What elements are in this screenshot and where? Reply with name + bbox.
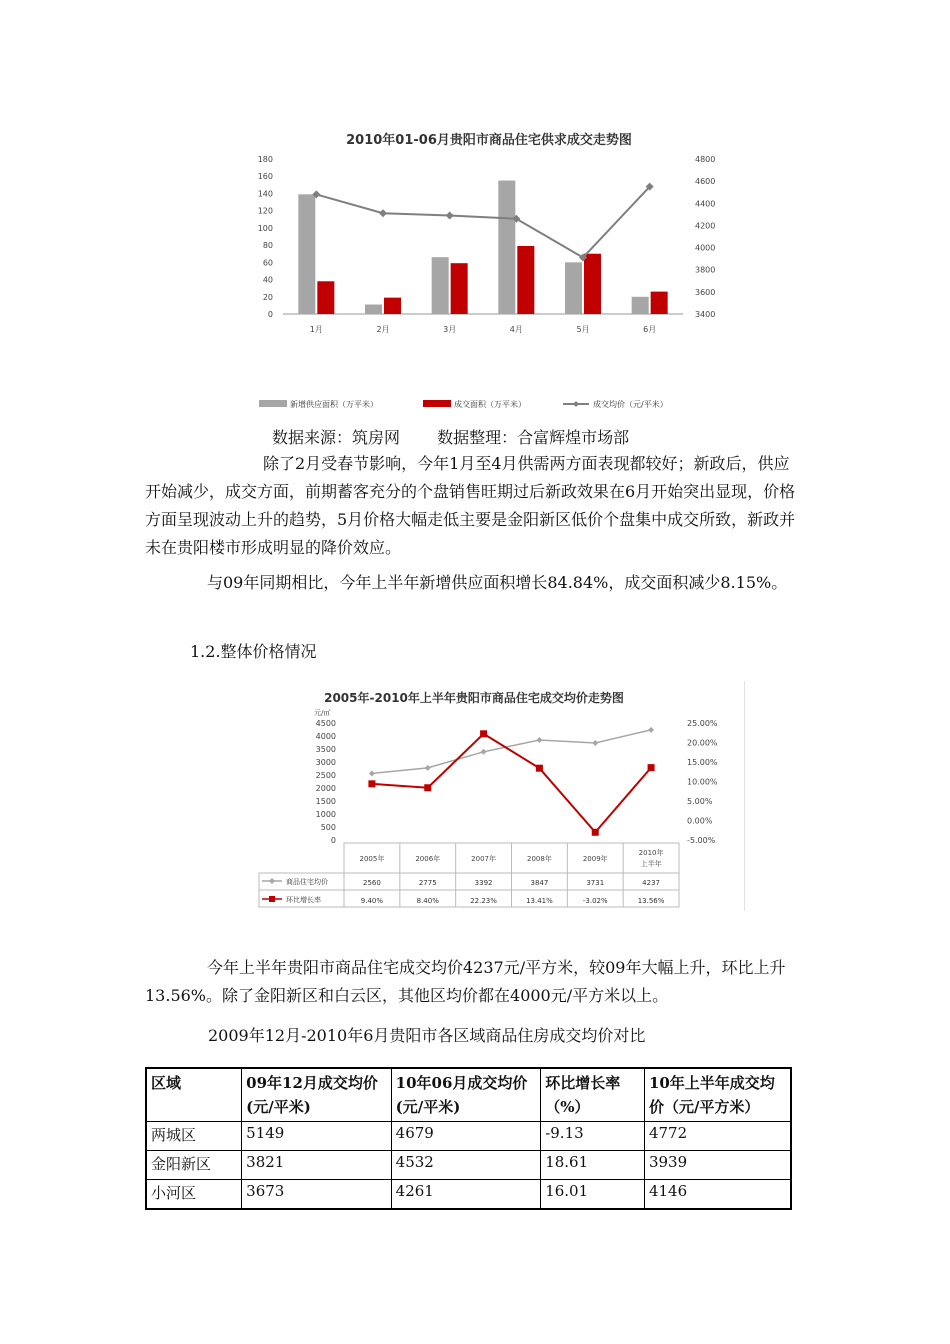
y-left-tick-label: 180 <box>257 155 273 164</box>
growth-data-label: 8.40% <box>416 897 439 905</box>
table-cell: 4772 <box>644 1122 791 1151</box>
y-left-tick-label: 100 <box>257 223 273 233</box>
y-right-tick-label: 3800 <box>695 265 716 275</box>
supply-bar <box>365 305 382 314</box>
supply-deal-chart-svg <box>233 122 745 422</box>
table-cell: 4261 <box>391 1180 541 1210</box>
y-right-tick-label: 3600 <box>695 287 716 297</box>
x-tick-label: 4月 <box>509 325 523 334</box>
y-left-tick-label: 40 <box>262 275 273 285</box>
x-tick-label: 6月 <box>643 325 657 334</box>
table-cell: 两城区 <box>146 1122 242 1151</box>
growth-point <box>648 764 655 771</box>
table-cell: 金阳新区 <box>146 1151 242 1180</box>
y-left-tick-label: 120 <box>257 206 273 216</box>
growth-point <box>536 765 543 772</box>
x-tick-label: 2007年 <box>471 855 496 863</box>
x-tick-label: 上半年 <box>640 860 662 868</box>
x-tick-label: 3月 <box>443 325 457 334</box>
supply-bar <box>498 181 515 314</box>
table-header-cell: 区域 <box>146 1068 242 1122</box>
price-data-label: 4237 <box>642 879 660 887</box>
deal-bar <box>584 254 601 314</box>
y-right-tick-label: 5.00% <box>687 797 713 806</box>
analysis-paragraph-2: 与09年同期相比，今年上半年新增供应面积增长84.84%，成交面积减少8.15%。 <box>207 573 788 592</box>
table-cell: 4679 <box>391 1122 541 1151</box>
y-right-tick-label: 25.00% <box>687 719 718 728</box>
price-data-label: 2560 <box>363 879 381 887</box>
supply-bar <box>432 257 449 314</box>
y-left-tick-label: 4500 <box>315 719 336 728</box>
price-point <box>481 749 487 755</box>
y-left-tick-label: 0 <box>267 310 273 319</box>
growth-data-label: -3.02% <box>582 897 608 905</box>
y-left-tick-label: 0 <box>330 836 336 845</box>
price-data-label: 3847 <box>530 879 549 887</box>
growth-point <box>424 784 431 791</box>
table-cell: 18.61 <box>541 1151 645 1180</box>
growth-data-label: 22.23% <box>470 897 497 905</box>
y-right-tick-label: 4000 <box>695 243 716 253</box>
growth-point <box>592 829 599 836</box>
y-left-tick-label: 140 <box>257 189 273 199</box>
table-header-row <box>146 1068 791 1122</box>
y-left-tick-label: 80 <box>262 241 273 251</box>
y-left-tick-label: 60 <box>262 258 273 268</box>
price-point <box>425 765 431 771</box>
table-header-cell: 环比增长率（%） <box>541 1068 645 1122</box>
table-cell: 4146 <box>644 1180 791 1210</box>
analysis-paragraph-1: 除了2月受春节影响，今年1月至4月供需两方面表现都较好；新政后，供应开始减少，成交方面，前期蓄客充分的个盘销售旺期过后新政效果在6月开始突出显现，价格方面呈现波动上升的趋势，5月价格大幅走低主要是金阳新区低价个盘集中成交所致，新政并未在贵阳楼市形成明显的降价效应。 <box>145 454 796 557</box>
x-tick-label: 2008年 <box>527 855 552 863</box>
table-row <box>146 1151 791 1180</box>
price-point <box>369 770 375 776</box>
table-cell: 3939 <box>644 1151 791 1180</box>
legend-label-supply: 新增供应面积（万平米） <box>290 400 378 409</box>
legend-label-price: 成交均价（元/平米） <box>593 400 668 409</box>
analysis-paragraph-3: 今年上半年贵阳市商品住宅成交均价4237元/平方米，较09年大幅上升，环比上升13.56%。除了金阳新区和白云区，其他区均价都在4000元/平方米以上。 <box>145 958 786 1005</box>
table-cell: 小河区 <box>146 1180 242 1210</box>
x-tick-label: 2006年 <box>415 855 441 863</box>
price-point <box>536 737 542 743</box>
y-left-tick-label: 20 <box>262 292 273 302</box>
row1-label: 商品住宅均价 <box>286 878 328 886</box>
growth-line <box>372 734 651 832</box>
y-right-tick-label: 4200 <box>695 221 716 231</box>
supply-bar <box>298 194 315 314</box>
table-row <box>146 1122 791 1151</box>
data-source-caption: 数据来源：筑房网 数据整理：合富辉煌市场部 <box>272 428 630 447</box>
chart-title: 2005年-2010年上半年贵阳市商品住宅成交均价走势图 <box>324 691 624 705</box>
price-point <box>648 727 654 733</box>
y-right-tick-label: 4800 <box>695 155 716 164</box>
price-data-label: 3731 <box>586 879 605 887</box>
growth-point <box>368 780 375 787</box>
y-right-tick-label: 15.00% <box>687 758 718 767</box>
growth-data-label: 13.56% <box>637 897 665 905</box>
y-left-tick-label: 3000 <box>315 758 336 767</box>
supply-deal-chart <box>233 122 745 422</box>
deal-bar <box>451 263 468 314</box>
table-cell: 16.01 <box>541 1180 645 1210</box>
row2-marker <box>269 896 275 902</box>
y-left-tick-label: 4000 <box>315 732 336 741</box>
deal-bar <box>517 246 534 314</box>
row2-label: 环比增长率 <box>286 896 321 904</box>
y-left-tick-label: 500 <box>320 823 336 832</box>
growth-point <box>480 730 487 737</box>
price-data-label: 2775 <box>418 879 437 887</box>
y-left-tick-label: 1500 <box>315 797 336 806</box>
x-tick-label: 2010年 <box>638 849 664 857</box>
y-left-tick-label: 3500 <box>315 745 336 754</box>
y-right-tick-label: 20.00% <box>687 738 718 748</box>
y-right-tick-label: 0.00% <box>687 816 713 826</box>
table-cell: 3821 <box>242 1151 392 1180</box>
y-left-tick-label: 1000 <box>315 810 336 819</box>
legend-swatch-deal <box>423 400 451 407</box>
table-cell: -9.13 <box>541 1122 645 1151</box>
supply-bar <box>565 262 582 314</box>
legend-marker-price <box>573 401 579 407</box>
price-trend-chart-svg <box>204 681 744 911</box>
table-cell: 3673 <box>242 1180 392 1210</box>
legend-swatch-supply <box>259 400 287 407</box>
y-right-tick-label: 4600 <box>695 177 716 187</box>
x-tick-label: 2月 <box>376 325 390 334</box>
price-point <box>446 211 454 219</box>
y-right-tick-label: -5.00% <box>687 836 716 845</box>
chart-title: 2010年01-06月贵阳市商品住宅供求成交走势图 <box>346 133 632 148</box>
y-left-tick-label: 2500 <box>315 771 336 780</box>
price-trend-chart <box>204 681 745 911</box>
growth-data-label: 9.40% <box>360 897 384 905</box>
deal-bar <box>317 281 334 314</box>
y-right-tick-label: 10.00% <box>687 777 718 787</box>
section-heading: 1.2.整体价格情况 <box>190 642 317 661</box>
x-tick-label: 2009年 <box>582 855 608 863</box>
y-left-tick-label: 2000 <box>315 784 336 793</box>
table-title: 2009年12月-2010年6月贵阳市各区域商品住房成交均价对比 <box>208 1026 646 1045</box>
y-left-tick-label: 160 <box>257 172 273 182</box>
price-data-label: 3392 <box>474 879 493 887</box>
table-header-cell: 10年06月成交均价(元/平米) <box>391 1068 541 1122</box>
x-tick-label: 5月 <box>576 325 590 334</box>
x-tick-label: 2005年 <box>359 855 385 863</box>
deal-bar <box>651 292 668 314</box>
price-point <box>592 740 598 746</box>
table-header-cell: 10年上半年成交均价（元/平方米） <box>644 1068 791 1122</box>
y-left-unit: 元/㎡ <box>314 709 331 717</box>
deal-bar <box>384 298 401 314</box>
table-cell: 5149 <box>242 1122 392 1151</box>
growth-data-label: 13.41% <box>526 897 553 905</box>
price-line <box>316 187 649 258</box>
row1-marker <box>269 878 275 884</box>
y-right-tick-label: 3400 <box>695 310 716 319</box>
table-cell: 4532 <box>391 1151 541 1180</box>
table-row <box>146 1180 791 1210</box>
y-right-tick-label: 4400 <box>695 199 716 209</box>
supply-bar <box>632 297 649 314</box>
table-header-cell: 09年12月成交均价(元/平米) <box>242 1068 392 1122</box>
legend-label-deal: 成交面积（万平米） <box>454 400 526 409</box>
region-price-table <box>145 1067 792 1210</box>
price-point <box>379 209 387 217</box>
x-tick-label: 1月 <box>309 325 323 334</box>
